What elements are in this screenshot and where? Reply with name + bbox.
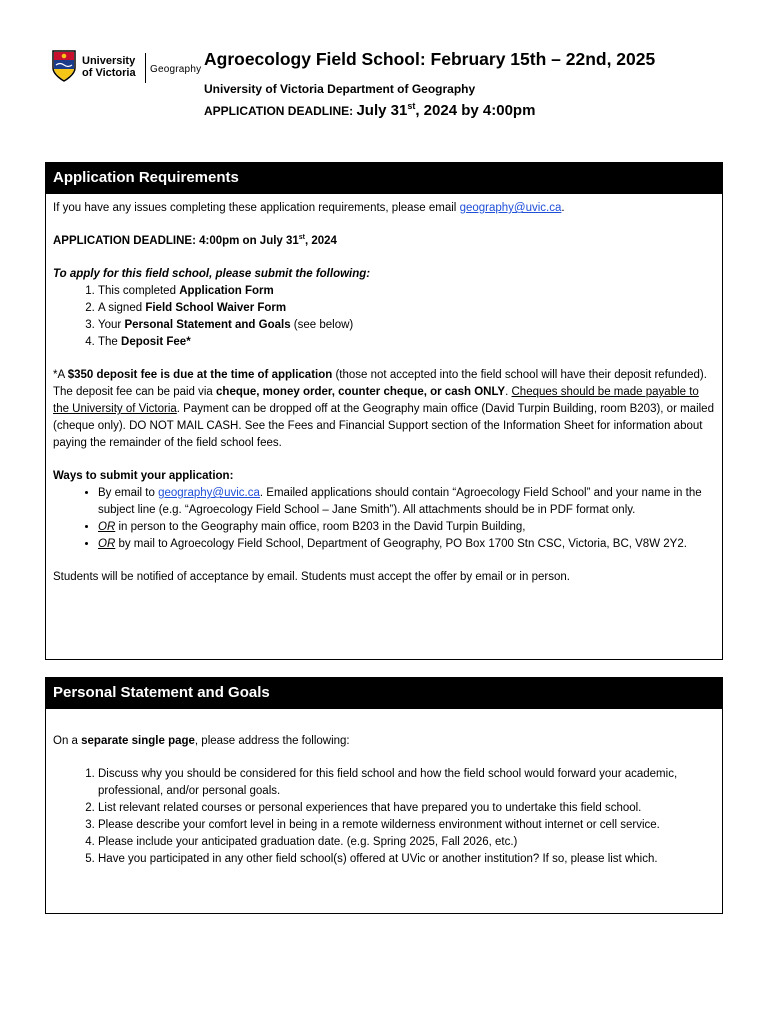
section-heading: Personal Statement and Goals [46,678,722,709]
deposit-fee-paragraph: *A $350 deposit fee is due at the time of application (those not accepted into the field school will have their deposit refunded). The deposit fee can be paid via cheque, money order, counter cheque, or cash ONLY. Cheques should be made payable to the University of Victoria. Payment can be dropped off at the Geography main office (David Turpin Building, room B203), or mailed (cheque only). DO NOT MAIL CASH. See the Fees and Financial Support section of the Information Sheet for information about paying the remainder of the field school fees. [53,369,714,449]
personal-statement-section [45,677,723,914]
list-item: 2. A signed Field School Waiver Form [98,300,715,317]
email-link[interactable]: geography@uvic.ca [459,202,562,214]
requirements-list [53,283,715,351]
list-item: 2. List relevant related courses or personal experiences that have prepared you to undertake this field school. [98,800,715,817]
list-item: • By email to geography@uvic.ca. Emailed applications should contain “Agroecology Field School” and your name in the subject line (e.g. “Agroecology Field School – Jane Smith”). All attachments should be in PDF format only. [98,485,715,519]
deadline-text: APPLICATION DEADLINE: 4:00pm on July 31st, 2024 [53,234,337,247]
apply-heading: To apply for this field school, please submit the following: [53,268,371,280]
list-item: • OR by mail to Agroecology Field School, Department of Geography, PO Box 1700 Stn CSC, Victoria, BC, V8W 2Y2. [98,536,715,553]
uvic-shield-icon [52,50,76,82]
logo-department: Geography [150,64,202,75]
ways-heading: Ways to submit your application: [53,470,234,482]
list-item: 3. Your Personal Statement and Goals (see below) [98,317,715,334]
section-heading: Application Requirements [46,163,722,194]
list-item: • OR in person to the Geography main office, room B203 in the David Turpin Building, [98,519,715,536]
header-deadline: APPLICATION DEADLINE: July 31st, 2024 by 4:00pm [204,101,536,119]
statement-intro: On a separate single page, please address the following: [53,735,350,747]
page-title: Agroecology Field School: February 15th – 22nd, 2025 [204,49,656,69]
list-item: 1. Discuss why you should be considered for this field school and how the field school would forward your academic, professional, and/or personal goals. [98,766,715,800]
list-item: 4. The Deposit Fee* [98,334,715,351]
logo-divider [145,53,146,83]
list-item: 1. This completed Application Form [98,283,715,300]
university-name: University of Victoria [82,55,136,79]
list-item: 3. Please describe your comfort level in being in a remote wilderness environment without internet or cell service. [98,817,715,834]
page-header [52,46,732,126]
list-item: 5. Have you participated in any other field school(s) offered at UVic or another institution? If so, please list which. [98,851,715,868]
submission-methods-list [53,485,715,553]
page-subtitle: University of Victoria Department of Geography [204,82,476,96]
acceptance-notice: Students will be notified of acceptance by email. Students must accept the offer by email or in person. [53,571,570,583]
email-link[interactable]: geography@uvic.ca [158,487,260,499]
list-item: 4. Please include your anticipated graduation date. (e.g. Spring 2025, Fall 2026, etc.) [98,834,715,851]
uvic-logo [52,50,202,90]
application-requirements-section [45,162,723,660]
requirements-intro: If you have any issues completing these application requirements, please email geography@uvic.ca. [53,202,565,214]
statement-list [53,766,715,868]
